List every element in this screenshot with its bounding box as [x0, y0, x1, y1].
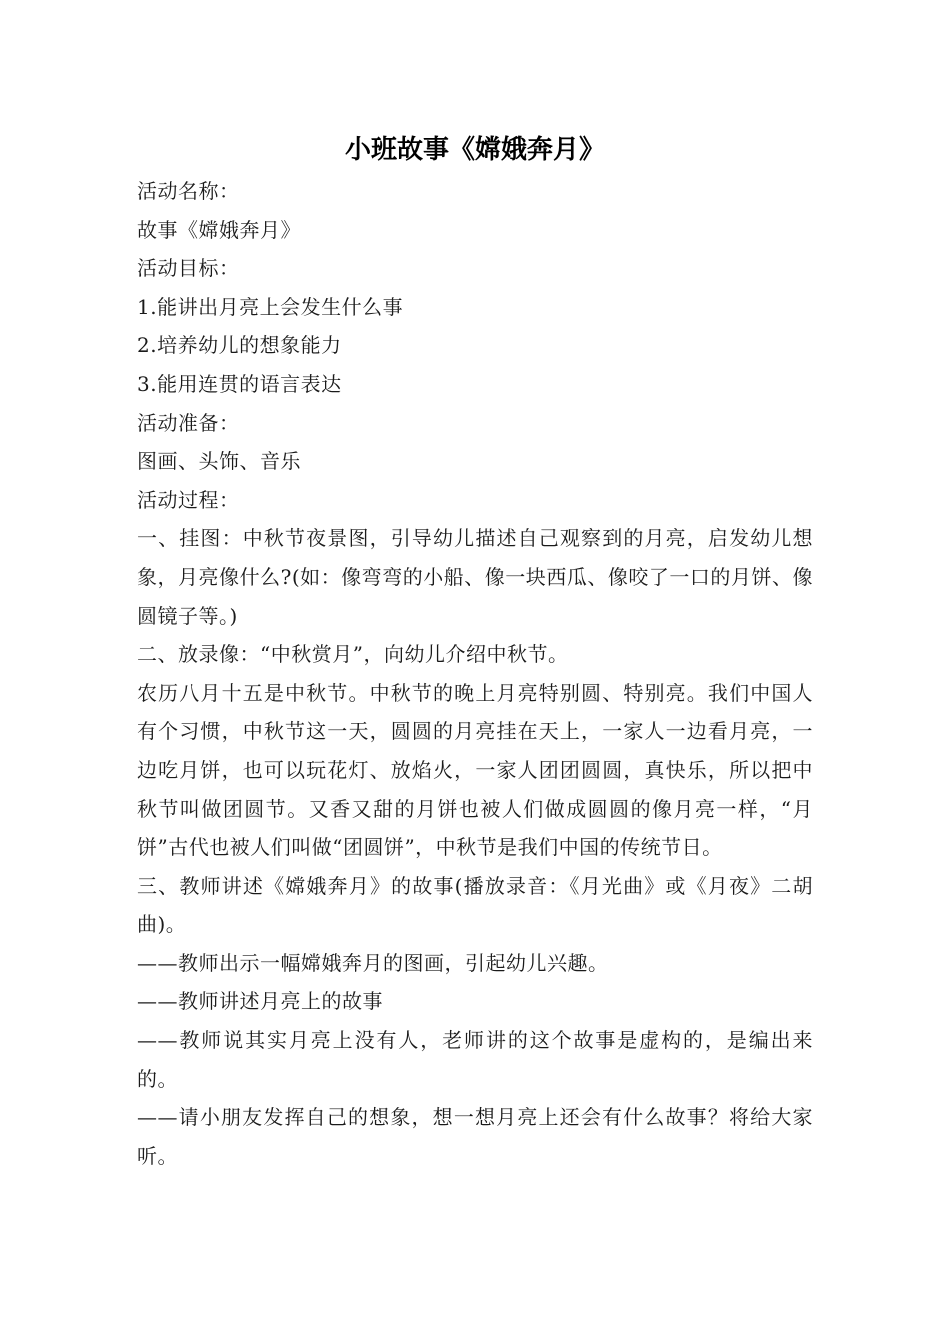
process-substep-3: ——教师说其实月亮上没有人，老师讲的这个故事是虚构的，是编出来的。: [137, 1028, 813, 1091]
process-substep-2: ——教师讲述月亮上的故事: [137, 989, 383, 1014]
goal-item-1: 1.能讲出月亮上会发生什么事: [137, 294, 404, 319]
section-heading-activity-process: 活动过程：: [137, 487, 240, 512]
section-heading-activity-preparation: 活动准备：: [137, 410, 240, 435]
activity-name-value: 故事《嫦娥奔月》: [137, 217, 301, 242]
process-step-3: 三、教师讲述《嫦娥奔月》的故事(播放录音：《月光曲》或《月夜》二胡曲)。: [137, 873, 813, 937]
preparation-items: 图画、头饰、音乐: [137, 449, 301, 474]
process-step-1: 一、挂图：中秋节夜景图，引导幼儿描述自己观察到的月亮，启发幼儿想象，月亮像什么?(如：像弯弯的小船、像一块西瓜、像咬了一口的月饼、像圆镜子等。): [137, 526, 813, 628]
section-heading-activity-name: 活动名称：: [137, 179, 240, 203]
section-heading-activity-goals: 活动目标：: [137, 256, 240, 281]
process-substep-1: ——教师出示一幅嫦娥奔月的图画，引起幼儿兴趣。: [137, 950, 609, 975]
goal-item-3: 3.能用连贯的语言表达: [137, 371, 342, 396]
goal-item-2: 2.培养幼儿的想象能力: [137, 333, 342, 358]
mid-autumn-description: 农历八月十五是中秋节。中秋节的晚上月亮特别圆、特别亮。我们中国人有个习惯，中秋节这一天，圆圆的月亮挂在天上，一家人一边看月亮，一边吃月饼，也可以玩花灯、放焰火，一家人团团圆圆，真快乐，所以把中秋节叫做团圆节。又香又甜的月饼也被人们做成圆圆的像月亮一样，“月饼”古代也被人们叫做“团圆饼”，中秋节是我们中国的传统节日。: [137, 680, 813, 860]
process-substep-4: ——请小朋友发挥自己的想象，想一想月亮上还会有什么故事？将给大家听。: [137, 1105, 813, 1168]
process-step-2: 二、放录像：“中秋赏月”，向幼儿介绍中秋节。: [137, 642, 569, 667]
document-title: 小班故事《嫦娥奔月》: [344, 135, 605, 165]
document-body: [137, 172, 813, 1175]
